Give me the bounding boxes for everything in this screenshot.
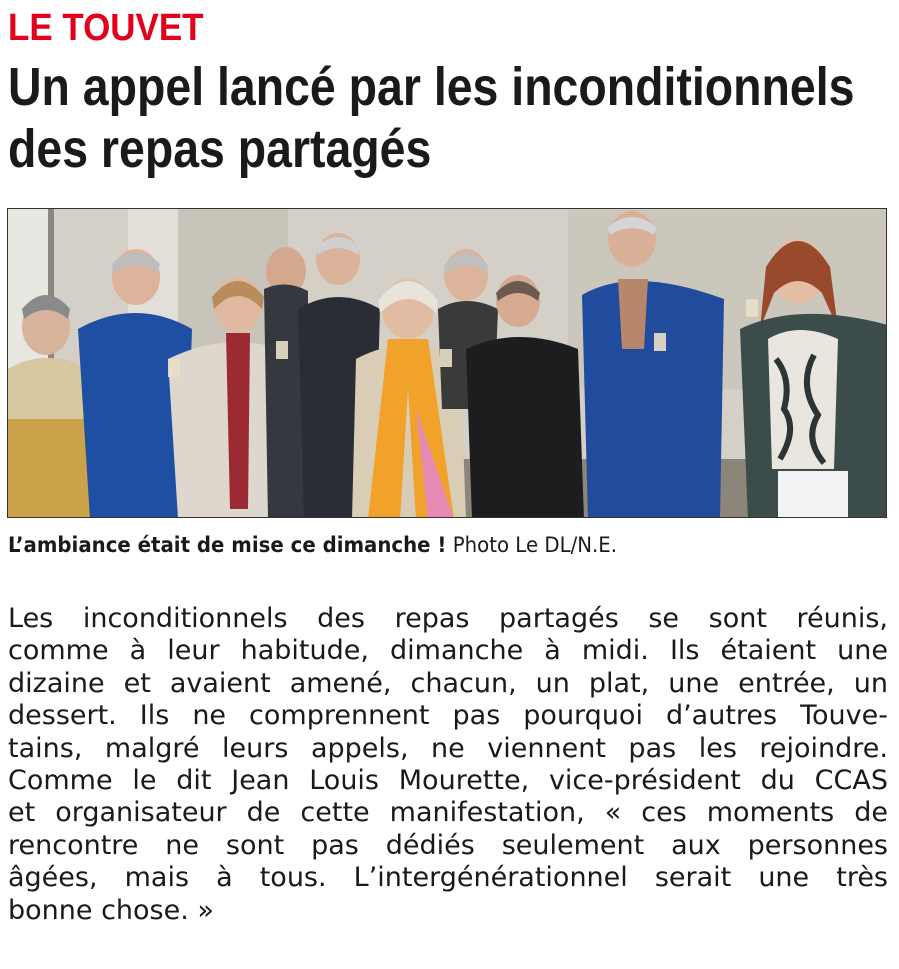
group-photo-illustration bbox=[8, 209, 887, 518]
article-line: Comme le dit Jean Louis Mourette, vice-président du CCAS bbox=[8, 765, 888, 797]
article-line: comme à leur habitude, dimanche à midi. Ils étaient une bbox=[8, 635, 888, 667]
photo-credit: Photo Le DL/N.E. bbox=[452, 533, 618, 557]
article-line: dessert. Ils ne comprennent pas pourquoi d’autres Touve- bbox=[8, 700, 888, 732]
photo-caption bbox=[8, 531, 617, 559]
section-kicker: LE TOUVET bbox=[8, 7, 204, 49]
caption-text: L’ambiance était de mise ce dimanche ! bbox=[8, 533, 447, 557]
headline-line-2: des repas partagés bbox=[8, 119, 432, 179]
article-line: tains, malgré leurs appels, ne viennent pas les rejoindre. bbox=[8, 732, 888, 764]
article-line: et organisateur de cette manifestation, « ces moments de bbox=[8, 797, 888, 829]
article-line: dizaine et avaient amené, chacun, un plat, une entrée, un bbox=[8, 667, 888, 699]
headline-line-1: Un appel lancé par les inconditionnels bbox=[8, 57, 855, 117]
article-line: âgées, mais à tous. L’intergénérationnel serait une très bbox=[8, 862, 888, 894]
article-line: bonne chose. » bbox=[8, 894, 214, 926]
article-body bbox=[8, 603, 888, 927]
group-photo bbox=[7, 208, 887, 518]
article-line: Les inconditionnels des repas partagés se sont réunis, bbox=[8, 603, 888, 634]
article-headline bbox=[8, 56, 855, 180]
article-line: rencontre ne sont pas dédiés seulement aux personnes bbox=[8, 829, 888, 861]
